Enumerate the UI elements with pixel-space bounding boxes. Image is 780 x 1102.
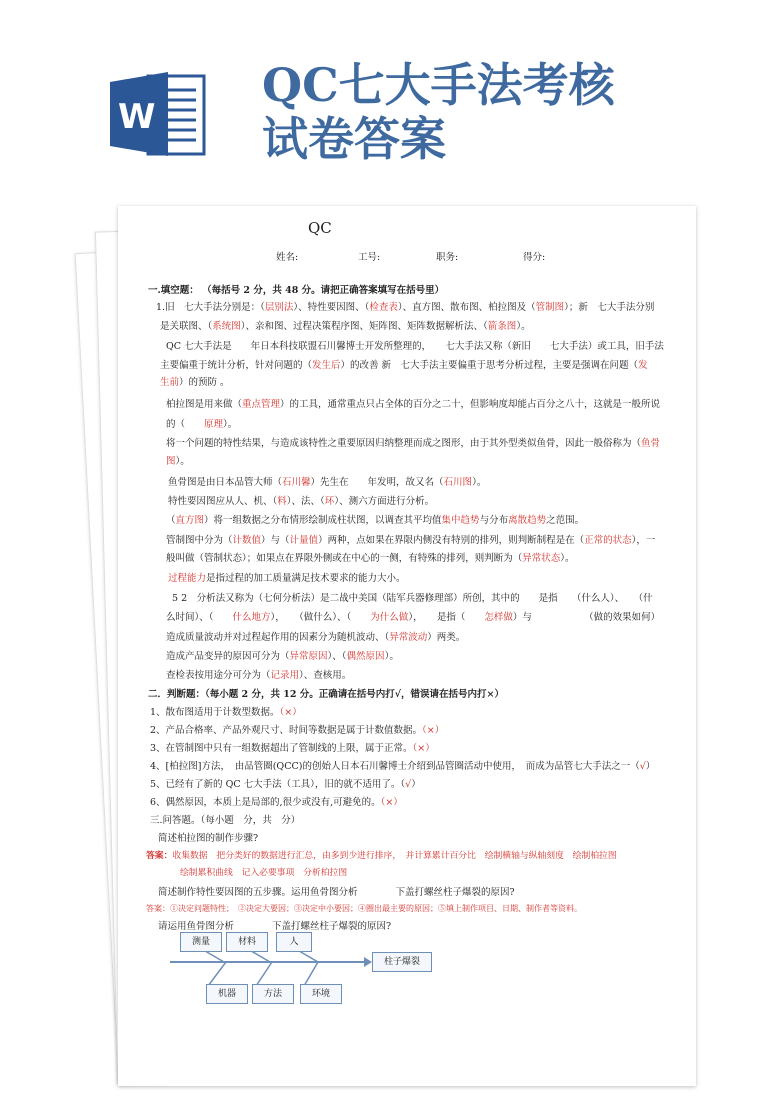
- question-9: 过程能力是指过程的加工质量满足技术要求的能力大小。: [168, 573, 406, 584]
- fishbone-cause-people: 人: [276, 932, 312, 952]
- section-3-heading: 三.问答题。（每小题 分，共 分）: [150, 815, 301, 826]
- question-11: 造成质量波动并对过程起作用的因素分为随机波动、（异常波动）两类。: [166, 632, 466, 643]
- qa-1-answer: 答案：收集数据 把分类好的数据进行汇总，由多到少进行排序， 并计算累计百分比 绘制横轴与纵轴刻度 绘制柏拉图: [146, 851, 617, 861]
- page-title: [262, 58, 762, 166]
- qa-2: 简述制作特性要因图的五步骤。运用鱼骨图分析 下盖打螺丝柱子爆裂的原因?: [158, 887, 515, 898]
- question-7: （直方图）将一组数据之分布情形绘制成柱状图，以调查其平均值集中趋势与分布离散趋势之范围。: [166, 515, 585, 526]
- question-12: 造成产品变异的原因可分为（异常原因）、（偶然原因）。: [166, 651, 399, 662]
- fishbone-cause-environment: 环境: [300, 984, 342, 1004]
- paper-title: QC: [308, 219, 332, 237]
- question-13: 查检表按用途分可分为（记录用）、查核用。: [166, 670, 352, 681]
- fishbone-cause-method: 方法: [252, 984, 294, 1004]
- title-line-1: QC七大手法考核: [262, 58, 615, 112]
- question-8: 管制图中分为（计数值）与（计量值）两种，点如果在界限内侧没有特别的排列，则判断制程是在（正常的状态），一: [166, 535, 656, 546]
- question-2: QC 七大手法是 年日本科技联盟石川馨博士开发所整理的， 七大手法又称（新旧 七大手法）或工具，旧手法: [166, 341, 664, 352]
- section-1-heading: 一.填空题： （每括号 2 分，共 48 分。请把正确答案填写在括号里）: [148, 285, 445, 296]
- question-10: 5 2 分析法又称为（七何分析法）是二战中美国（陆军兵器修理部）所创，其中的 是指 （什么人）、 （什: [172, 593, 653, 604]
- question-1-cont: 是关联图、（系统图）、亲和图、过程决策程序图、矩阵图、矩阵数据解析法、（箭条图）。: [160, 321, 531, 332]
- fishbone-cause-measure: 测量: [180, 932, 222, 952]
- word-document-icon: [108, 66, 208, 162]
- judge-item-3: 3、在管制图中只有一组数据超出了管制线的上限，属于正常。（×）: [150, 743, 435, 754]
- question-4: 将一个问题的特性结果，与造成该特性之重要原因归纳整理而成之图形，由于其外型类似鱼骨，因此一般俗称为（鱼骨: [166, 438, 661, 449]
- judge-item-4: 4、[柏拉图]方法， 由品管圈(QCC)的创始人日本石川馨博士介绍到品管圈活动中使用， 而成为品管七大手法之一（√）: [150, 761, 656, 772]
- svg-text:W: W: [118, 97, 156, 137]
- fishbone-effect-head: 柱子爆裂: [372, 952, 432, 972]
- judge-item-6: 6、偶然原因，本质上是局部的,很少或没有,可避免的。（×）: [150, 797, 403, 808]
- question-3: 柏拉图是用来做（重点管理）的工具，通常重点只占全体的百分之二十，但影响度却能占百分之八十，这就是一般所说: [166, 399, 661, 410]
- fishbone-cause-machine: 机器: [206, 984, 248, 1004]
- question-6: 特性要因图应从人、机、（料）、法、（环）、测六方面进行分析。: [168, 496, 435, 507]
- question-2-cont2: 生前）的预防 。: [160, 377, 230, 388]
- judge-item-1: 1、散布图适用于计数型数据。（×）: [150, 707, 302, 718]
- judge-item-2: 2、产品合格率、产品外观尺寸、时间等数据是属于计数值数据。（×）: [150, 725, 445, 736]
- question-3-cont: 的（ 原理）。: [166, 419, 238, 430]
- id-label: 工号:: [358, 252, 381, 263]
- qa-3: 请运用鱼骨图分析 下盖打螺丝柱子爆裂的原因?: [158, 921, 392, 932]
- name-label: 姓名:: [276, 252, 299, 263]
- post-label: 职务:: [436, 252, 459, 263]
- exam-paper: [118, 206, 696, 1086]
- score-label: 得分:: [523, 252, 546, 263]
- judge-item-5: 5、已经有了新的 QC 七大手法（工具），旧的就不适用了。（√）: [150, 779, 421, 790]
- question-4-cont: 图）。: [166, 456, 190, 467]
- question-8-cont: 般叫做（管制状态）；如果点在界限外侧或在中心的一侧，有特殊的排列，则判断为（异常状态）。: [166, 553, 575, 564]
- question-2-cont: 主要偏重于统计分析，针对问题的（发生后）的改善 新 七大手法主要偏重于思考分析过程，主要是强调在问题（发: [160, 360, 648, 371]
- title-line-2: 试卷答案: [262, 112, 446, 166]
- section-2-heading: 二．判断题：（每小题 2 分，共 12 分。正确请在括号内打√，错误请在括号内打×）: [148, 689, 505, 700]
- fishbone-cause-material: 材料: [226, 932, 268, 952]
- qa-1-answer-cont: 绘制累积曲线 记入必要事项 分析柏拉图: [180, 868, 348, 878]
- qa-1: 简述柏拉图的制作步骤?: [158, 833, 259, 844]
- qa-2-answer: 答案：①决定问题特性； ②决定大要因；③决定中小要因；④圈出最主要的原因；⑤填上制作项目、日期、制作者等资料。: [146, 904, 582, 913]
- question-5: 鱼骨图是由日本品管大师（石川馨）先生在 年发明，故又名（石川图）。: [168, 477, 487, 488]
- question-10-cont: 么时间）、（ 什么地方）， （做什么）、（ 为什么做）， 是指（ 怎样做）与 （做的效果如何）: [166, 612, 661, 623]
- question-1: 1.旧 七大手法分别是：（层别法）、特性要因图、（检查表）、直方图、散布图、柏拉图及（管制图）；新 七大手法分别: [156, 302, 655, 313]
